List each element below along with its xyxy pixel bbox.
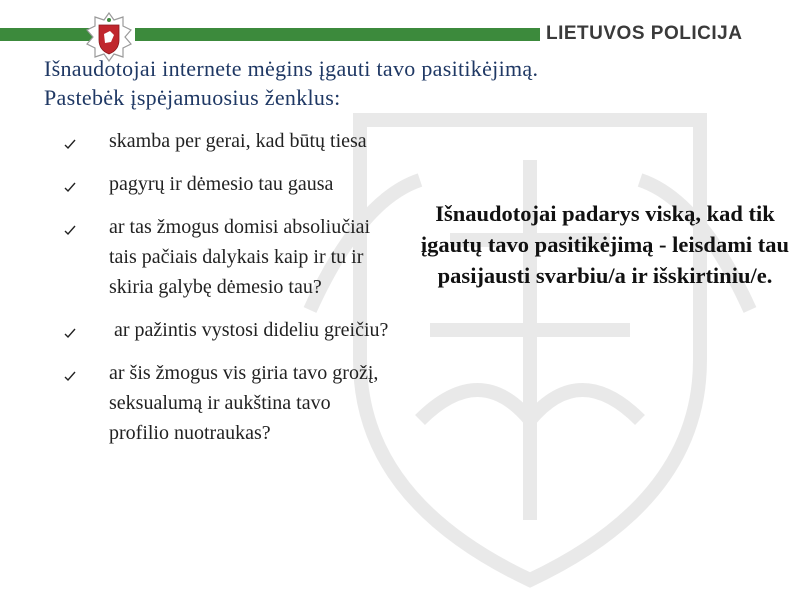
brand-name: LIETUVOS POLICIJA [546,23,743,44]
list-item [64,212,394,302]
list-item-text: ar pažintis vystosi dideliu greičiu? [109,319,389,341]
list-item-text: ar šis žmogus vis giria tavo grožį, seksualumą ir aukština tavo profilio nuotraukas? [109,362,379,444]
list-item [64,169,394,199]
check-icon [64,370,76,382]
title-line-2: Pastebėk įspėjamuosius ženklus: [44,85,341,110]
check-icon [64,327,76,339]
check-icon [64,181,76,193]
list-item-text: ar tas žmogus domisi absoliučiai tais pačiais dalykais kaip ir tu ir skiria galybę dėmesio tau? [109,216,371,298]
list-item-text: skamba per gerai, kad būtų tiesa [109,130,367,152]
title-line-1: Išnaudotojai internete mėgins įgauti tavo pasitikėjimą. [44,56,539,81]
list-item [64,358,394,448]
header-bar-right [135,28,540,41]
warning-signs-list [64,126,394,448]
check-icon [64,138,76,150]
list-item [64,315,394,345]
list-item-text: pagyrų ir dėmesio tau gausa [109,173,334,195]
callout-text: Išnaudotojai padarys viską, kad tik įgautų tavo pasitikėjimą - leisdami tau pasijausti svarbiu/a ir išskirtiniu/e. [420,201,790,288]
list-item [64,126,394,156]
page-title [44,54,764,112]
check-icon [64,224,76,236]
